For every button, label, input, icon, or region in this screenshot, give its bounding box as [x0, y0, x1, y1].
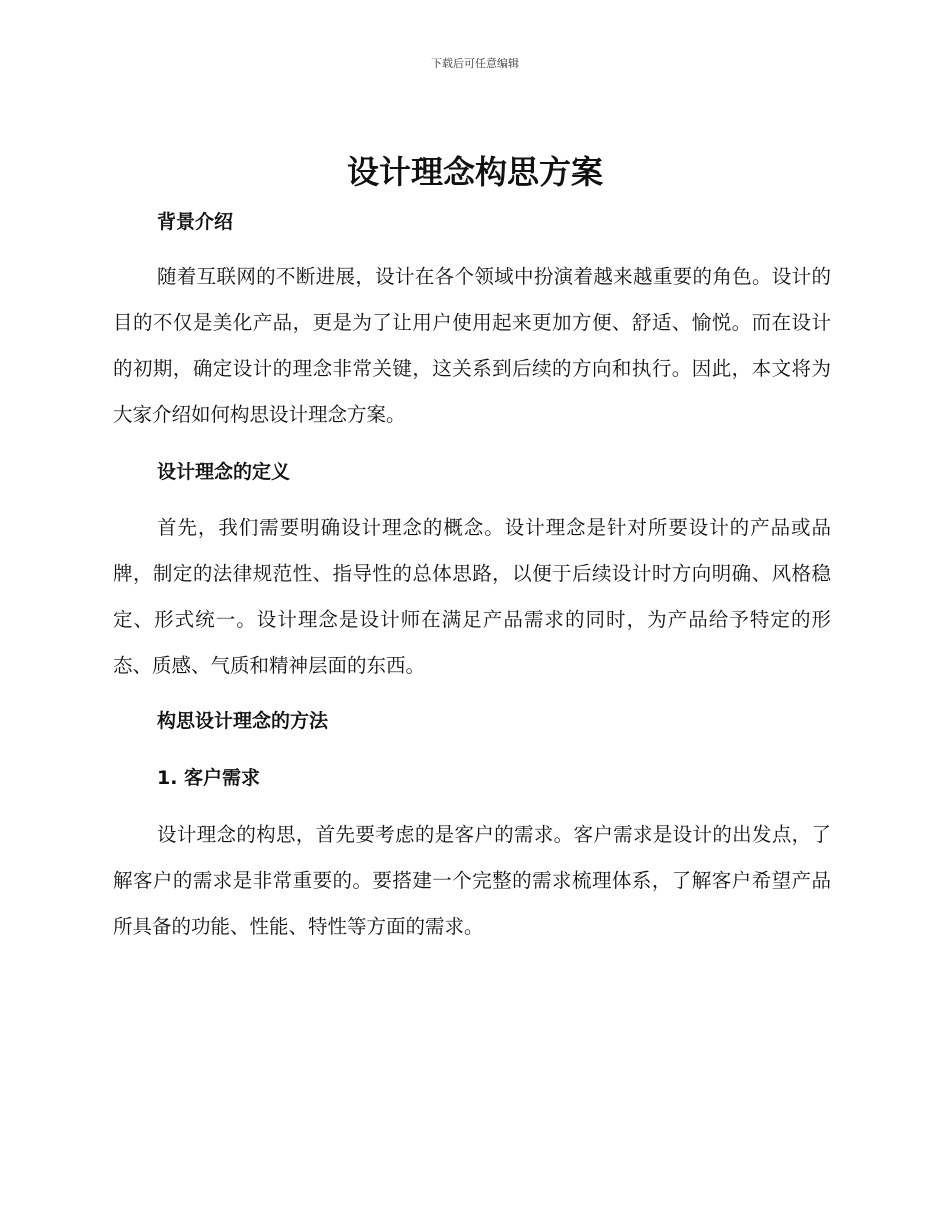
- paragraph-definition: 首先，我们需要明确设计理念的概念。设计理念是针对所要设计的产品或品牌，制定的法律规范性、指导性的总体思路，以便于后续设计时方向明确、风格稳定、形式统一。设计理念是设计师在满足产品需求的同时，为产品给予特定的形态、质感、气质和精神层面的东西。: [113, 516, 831, 677]
- paragraph-customer-needs: 设计理念的构思，首先要考虑的是客户的需求。客户需求是设计的出发点，了解客户的需求是非常重要的。要搭建一个完整的需求梳理体系，了解客户希望产品所具备的功能、性能、特性等方面的需求。: [113, 823, 831, 938]
- subsection-heading-customer-needs: 1. 客户需求: [157, 767, 261, 789]
- section-heading-definition: 设计理念的定义: [157, 461, 291, 483]
- section-heading-background: 背景介绍: [157, 211, 234, 233]
- paragraph-background: 随着互联网的不断进展，设计在各个领域中扮演着越来越重要的角色。设计的目的不仅是美化产品，更是为了让用户使用起来更加方便、舒适、愉悦。而在设计的初期，确定设计的理念非常关键，这关系到后续的方向和执行。因此，本文将为大家介绍如何构思设计理念方案。: [113, 265, 831, 426]
- document-title: 设计理念构思方案: [346, 153, 603, 191]
- page-header-note: 下载后可任意编辑: [431, 57, 519, 70]
- section-heading-methods: 构思设计理念的方法: [157, 710, 329, 732]
